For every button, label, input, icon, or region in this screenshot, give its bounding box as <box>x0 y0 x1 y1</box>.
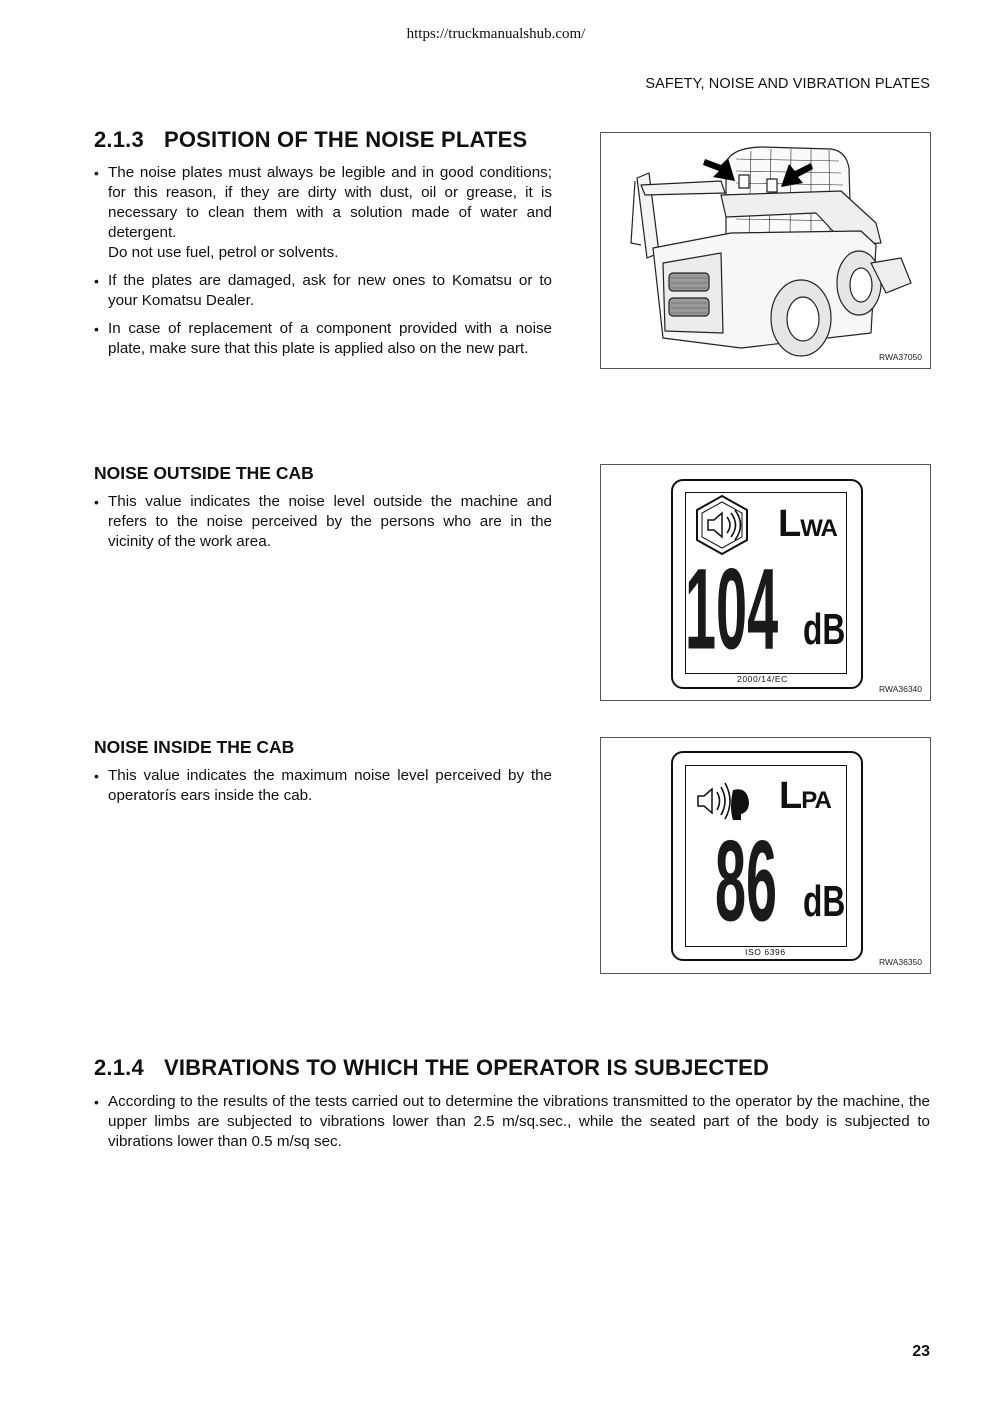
noise-plate <box>671 751 863 961</box>
list-item <box>94 163 552 263</box>
section-number: 2.1.4 <box>94 1055 144 1080</box>
section-title: VIBRATIONS TO WHICH THE OPERATOR IS SUBJECTED <box>164 1055 770 1080</box>
plate-standard: ISO 6396 <box>745 947 786 957</box>
figure-code: RWA37050 <box>879 352 922 362</box>
bullet-text: If the plates are damaged, ask for new ones to Komatsu or to your Komatsu Dealer. <box>108 272 552 309</box>
machine-figure <box>600 132 931 369</box>
section-2-1-4-body <box>94 1092 930 1160</box>
section-number: 2.1.3 <box>94 127 144 152</box>
noise-level-value: 104 <box>685 546 779 675</box>
source-url[interactable]: https://truckmanualshub.com/ <box>406 26 586 42</box>
section-2-1-4 <box>94 1055 934 1081</box>
bullet-list <box>94 492 552 552</box>
list-item <box>94 766 552 806</box>
section-title: POSITION OF THE NOISE PLATES <box>164 127 528 152</box>
section-2-1-3 <box>94 127 564 153</box>
noise-level-value: 86 <box>715 818 778 947</box>
noise-inside-heading: NOISE INSIDE THE CAB <box>94 737 295 757</box>
bullet-note: Do not use fuel, petrol or solvents. <box>108 244 339 261</box>
bullet-list <box>94 163 552 359</box>
bullet-text: This value indicates the maximum noise level perceived by the operatorís ears inside the cab. <box>108 767 552 804</box>
plate-standard: 2000/14/EC <box>737 674 788 684</box>
running-header: SAFETY, NOISE AND VIBRATION PLATES <box>645 76 930 92</box>
sound-power-label: LWA <box>778 503 837 545</box>
section-heading <box>94 127 564 153</box>
list-item <box>94 1092 930 1152</box>
noise-outside-body <box>94 492 552 560</box>
skid-steer-loader-illustration <box>601 133 930 368</box>
bullet-text: The noise plates must always be legible and in good conditions; for this reason, if they are dirty with dust, oil or grease, it is necessary to clean them with a solution made of water and detergent. <box>108 164 552 241</box>
lpa-plate-figure <box>600 737 931 974</box>
sound-pressure-label: LPA <box>779 775 831 817</box>
noise-inside-body <box>94 766 552 814</box>
bullet-text: In case of replacement of a component provided with a noise plate, make sure that this plate is applied also on the new part. <box>108 320 552 357</box>
list-item <box>94 492 552 552</box>
bullet-list <box>94 766 552 806</box>
list-item <box>94 271 552 311</box>
page-number: 23 <box>912 1343 930 1360</box>
figure-code: RWA36340 <box>879 684 922 694</box>
lwa-plate-figure <box>600 464 931 701</box>
section-heading <box>94 1055 934 1081</box>
bullet-list <box>94 1092 930 1152</box>
bullet-text: This value indicates the noise level outside the machine and refers to the noise perceived by the persons who are in the vicinity of the work area. <box>108 493 552 550</box>
bullet-text: According to the results of the tests carried out to determine the vibrations transmitted to the operator by the machine, the upper limbs are subjected to vibrations lower than 2.5 m/sq.sec., while the seated part of the body is subjected to vibrations lower than 0.5 m/sq sec. <box>108 1093 930 1150</box>
noise-unit: dB <box>803 605 846 654</box>
figure-code: RWA36350 <box>879 957 922 967</box>
noise-unit: dB <box>803 877 846 926</box>
section-2-1-3-body <box>94 163 552 367</box>
noise-outside-heading: NOISE OUTSIDE THE CAB <box>94 463 314 483</box>
noise-plate <box>671 479 863 689</box>
list-item <box>94 319 552 359</box>
